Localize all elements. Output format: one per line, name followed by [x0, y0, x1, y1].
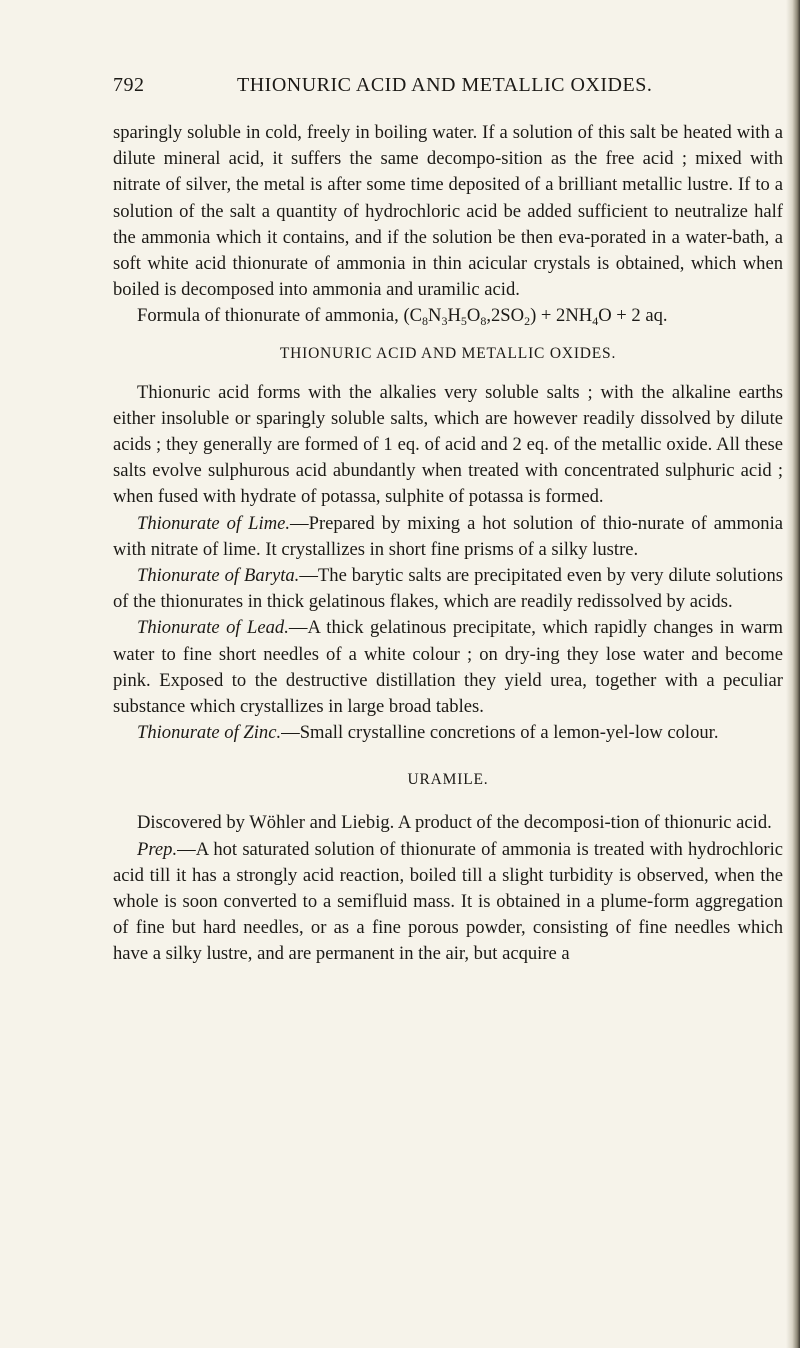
entry-baryta	[113, 563, 783, 615]
formula-sub-c: 8	[422, 314, 429, 329]
formula-sub-so: 2	[524, 314, 531, 329]
formula-o: O	[466, 305, 481, 327]
formula-so: ,2SO	[486, 305, 525, 327]
entry-lead-title: Thionurate of Lead.	[137, 617, 289, 639]
prep-title: Prep.	[137, 838, 178, 860]
formula-lead: Formula of thionurate of ammonia, (C	[137, 305, 423, 327]
formula-n: N	[428, 305, 442, 327]
entry-lime-text: —Prepared by mixing a hot solution of thio-nurate of ammonia with nitrate of lime. It crystallizes in short fine prisms of a silky lustre.	[113, 512, 783, 560]
formula-h: H	[447, 305, 461, 327]
section-heading-metallic-oxides: THIONURIC ACID AND METALLIC OXIDES.	[279, 344, 617, 362]
entry-zinc	[113, 720, 783, 746]
section-heading-uramile: URAMILE.	[407, 771, 489, 789]
entry-lead-text: —A thick gelatinous precipitate, which rapidly changes in warm water to fine short needles of a white colour ; on dry-ing they lose water and become pink. Exposed to the destructive distillation they yield urea, together with a peculiar substance which crystallizes in large broad tables.	[113, 617, 783, 718]
formula-sub-n: 3	[441, 314, 448, 329]
entry-lime	[113, 511, 783, 563]
prep-text: —A hot saturated solution of thionurate of ammonia is treated with hydrochloric acid till it has a strongly acid reaction, boiled till a slight turbidity is observed, when the whole is soon converted to a semifluid mass. It is obtained in a plume-form aggregation of fine but hard needles, or as a fine porous powder, consisting of fine needles which have a silky lustre, and are permanent in the air, but acquire a	[113, 838, 783, 965]
formula-mid: ) + 2NH	[530, 305, 593, 327]
uramile-intro-paragraph: Discovered by Wöhler and Liebig. A product of the decomposi-tion of thionuric acid.	[137, 812, 772, 834]
running-head-title: THIONURIC ACID AND METALLIC OXIDES.	[237, 74, 653, 96]
entry-lead	[113, 615, 783, 720]
entry-lime-title: Thionurate of Lime.	[137, 512, 291, 534]
page-number: 792	[113, 74, 145, 96]
uramile-prep-paragraph	[113, 837, 783, 968]
formula-sub-o: 8	[480, 314, 487, 329]
entry-baryta-title: Thionurate of Baryta.	[137, 565, 300, 587]
intro-paragraph: sparingly soluble in cold, freely in boiling water. If a solution of this salt be heated with a dilute mineral acid, it suffers the same decompo-sition as the free acid ; mixed with nitrate of silver, the metal is after some time deposited of a brilliant metallic lustre. If to a solution of the salt a quantity of hydrochloric acid be added sufficient to neutralize half the ammonia which it contains, and if the solution be then eva-porated in a water-bath, a soft white acid thionurate of ammonia in thin acicular crystals is obtained, which when boiled is decomposed into ammonia and uramilic acid.	[113, 122, 783, 301]
book-page	[113, 74, 783, 968]
entry-baryta-text: —The barytic salts are precipitated even by very dilute solutions of the thionurates in thick gelatinous flakes, which are readily redissolved by acids.	[113, 565, 783, 613]
entry-zinc-text: —Small crystalline concretions of a lemon-yel-low colour.	[281, 722, 719, 744]
body-text	[113, 120, 783, 968]
formula-sub-nh: 4	[592, 314, 599, 329]
formula-sub-h: 5	[460, 314, 467, 329]
formula-paragraph	[113, 303, 783, 329]
entry-zinc-title: Thionurate of Zinc.	[137, 722, 282, 744]
metallic-intro-paragraph: Thionuric acid forms with the alkalies very soluble salts ; with the alkaline earths either insoluble or sparingly soluble salts, which are however readily dissolved by dilute acids ; they generally are formed of 1 eq. of acid and 2 eq. of the metallic oxide. All these salts evolve sulphurous acid abundantly when treated with concentrated sulphuric acid ; when fused with hydrate of potassa, sulphite of potassa is formed.	[113, 381, 783, 508]
page-edge-shadow	[786, 0, 800, 1348]
formula-tail: O + 2 aq.	[598, 305, 668, 327]
running-head	[113, 74, 783, 106]
